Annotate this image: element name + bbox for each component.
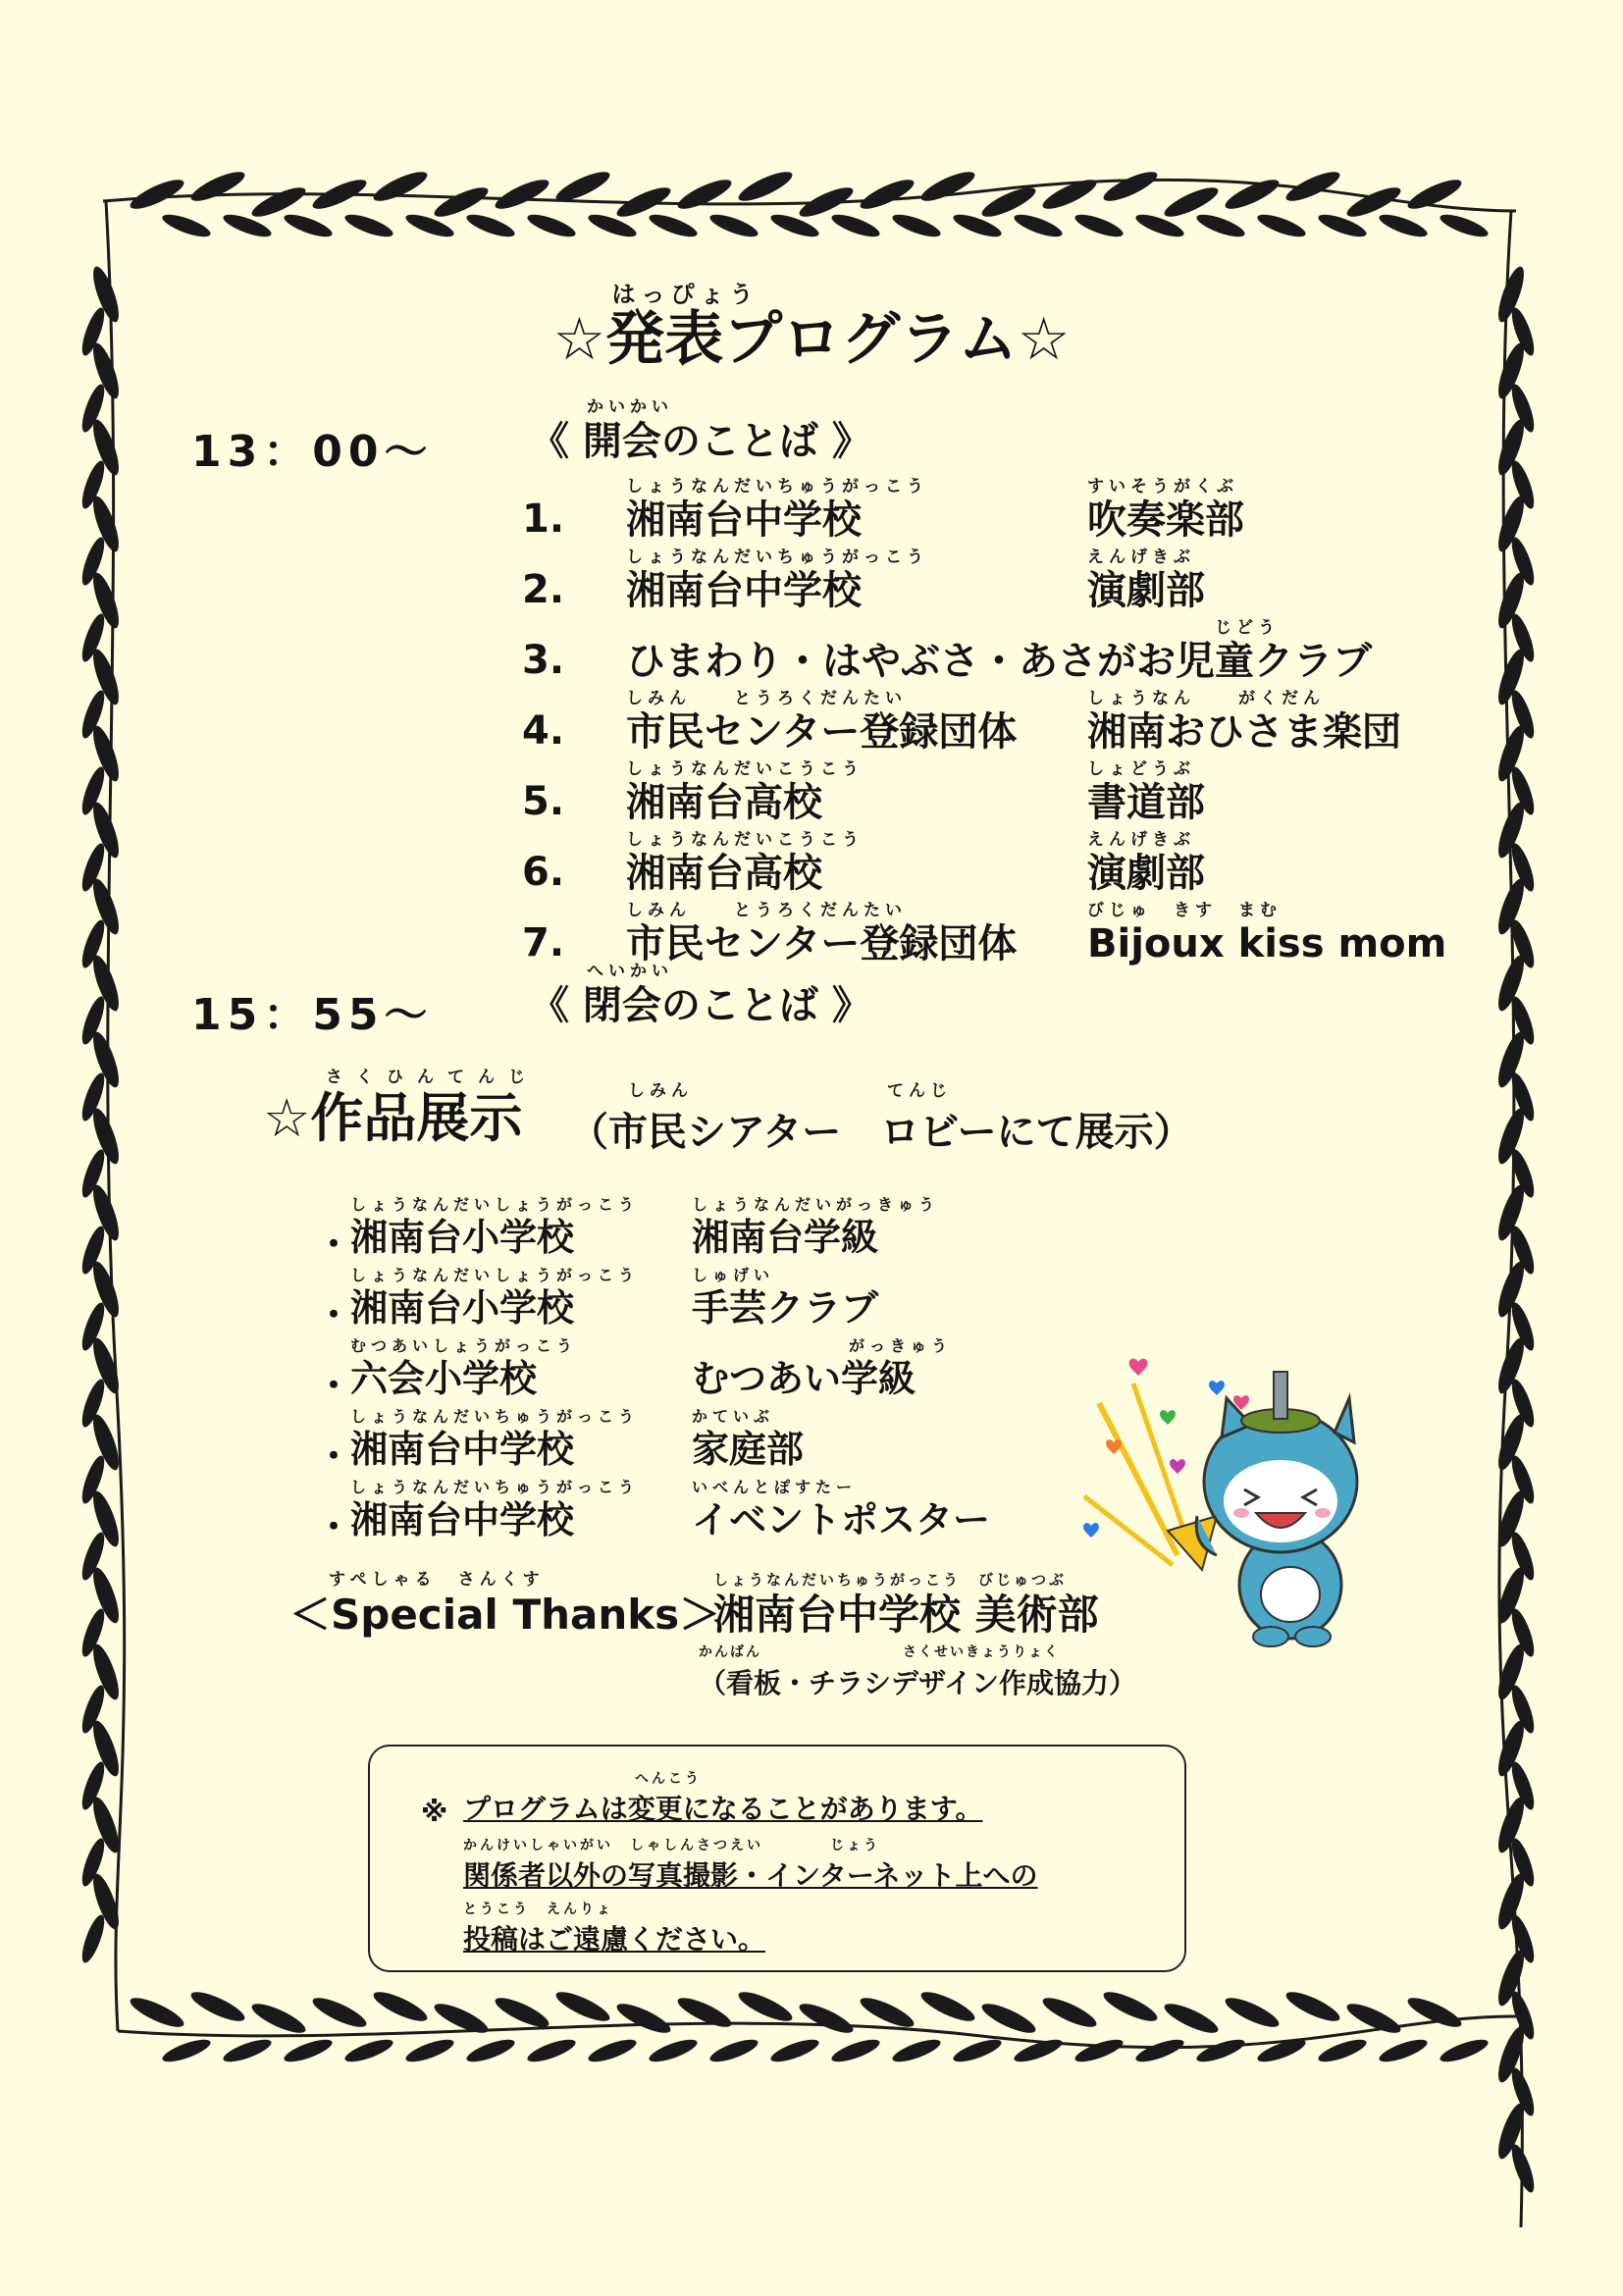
thanks-school-text: 湘南台中学校 美術部 bbox=[713, 1591, 1099, 1639]
item-group-ruby: しょどうぶ bbox=[1087, 759, 1195, 779]
exhibit-group-ruby: かていぶ bbox=[692, 1407, 775, 1426]
leaf-icon bbox=[829, 2035, 882, 2065]
leaf-icon bbox=[1133, 2035, 1186, 2065]
closing-ceremony bbox=[530, 962, 871, 1030]
exhibit-school bbox=[350, 1407, 639, 1472]
exhibit-group-ruby: しゅげい bbox=[692, 1266, 775, 1284]
item-group-ruby: びじゅ きす まむ bbox=[1087, 901, 1282, 920]
item-group bbox=[1087, 477, 1244, 544]
item-number: 7. bbox=[522, 920, 565, 965]
leaf-icon bbox=[1493, 1029, 1529, 1090]
leaf-icon bbox=[978, 1999, 1038, 2039]
exhibition-title-text: ☆作品展示 bbox=[263, 1087, 523, 1149]
leaf-icon bbox=[796, 1999, 856, 2039]
exhibit-bullet: ・ bbox=[316, 1436, 352, 1477]
exhibit-school-ruby: しょうなんだいしょうがっこう bbox=[350, 1195, 640, 1214]
opening-ceremony bbox=[530, 397, 871, 466]
exhibit-group-ruby: がっきゅう bbox=[849, 1336, 953, 1355]
item-group: 吹奏楽部 bbox=[1087, 497, 1244, 543]
item-org-ruby: しょうなんだいこうこう bbox=[626, 759, 864, 779]
item-organization bbox=[626, 548, 928, 614]
leaf-icon bbox=[1438, 2035, 1491, 2065]
leaf-icon bbox=[160, 2035, 213, 2065]
leaf-icon bbox=[857, 175, 916, 215]
item-number: 6. bbox=[522, 850, 565, 895]
item-organization bbox=[626, 689, 1017, 756]
leaf-icon bbox=[282, 2035, 335, 2065]
item-organization bbox=[626, 477, 928, 544]
leaf-icon bbox=[1493, 2024, 1529, 2085]
item-group: 書道部 bbox=[1087, 780, 1205, 825]
item-number: 1. bbox=[522, 496, 565, 542]
thanks-label-ruby: すぺしゃる さんくす bbox=[329, 1570, 545, 1590]
leaf-icon bbox=[1039, 1993, 1099, 2033]
leaf-icon bbox=[1493, 1106, 1529, 1167]
leaf-icon bbox=[127, 175, 186, 215]
item-group bbox=[1087, 548, 1205, 614]
item-org: ひまわり・はやぶさ・あさがお児童クラブ bbox=[626, 639, 1372, 684]
leaf-icon bbox=[1161, 1999, 1221, 2039]
leaf-icon bbox=[647, 210, 700, 240]
leaf-icon bbox=[221, 2035, 274, 2065]
item-group bbox=[1087, 830, 1205, 897]
exhibit-group-name: イベントポスター bbox=[692, 1498, 991, 1541]
item-org: 市民センター登録団体 bbox=[626, 709, 1018, 755]
leaf-icon bbox=[674, 175, 734, 215]
leaf-icon bbox=[1493, 1718, 1529, 1779]
exhibit-school bbox=[350, 1266, 639, 1331]
leaf-icon bbox=[464, 210, 517, 240]
exhibit-school-name: 湘南台中学校 bbox=[350, 1498, 575, 1541]
item-group: 演劇部 bbox=[1087, 568, 1205, 613]
item-org: 市民センター登録団体 bbox=[626, 921, 1018, 966]
notice-mark: ※ bbox=[421, 1796, 448, 1828]
item-org-ruby: じどう bbox=[1215, 618, 1280, 638]
exhibit-group-name: 湘南台学級 bbox=[692, 1216, 879, 1259]
leaf-icon bbox=[309, 1993, 369, 2033]
notice-line-2 bbox=[463, 1835, 1037, 1894]
leaf-icon bbox=[187, 167, 247, 207]
item-org-ruby: しょうなんだいこうこう bbox=[626, 830, 864, 850]
exhibit-school bbox=[350, 1478, 639, 1542]
program-title bbox=[0, 281, 1623, 375]
exhibit-group-ruby: しょうなんだいがっきゅう bbox=[692, 1195, 940, 1214]
leaf-icon bbox=[735, 167, 795, 207]
item-group: 湘南おひさま楽団 bbox=[1087, 709, 1401, 755]
leaf-icon bbox=[917, 167, 977, 207]
close-text: 《 閉会のことば 》 bbox=[530, 983, 871, 1028]
leaf-icon bbox=[78, 1912, 108, 1965]
leaf-icon bbox=[1493, 1335, 1529, 1396]
leaf-icon bbox=[187, 1987, 247, 2027]
notice-box bbox=[368, 1745, 1186, 1972]
leaf-icon bbox=[1039, 175, 1099, 215]
notice-ruby-1: へんこう bbox=[635, 1771, 702, 1787]
exhibit-school-name: 湘南台中学校 bbox=[350, 1428, 575, 1471]
leaf-icon bbox=[707, 210, 760, 240]
leaf-icon bbox=[1493, 723, 1529, 784]
exhibit-bullet: ・ bbox=[316, 1225, 352, 1265]
thanks-credit-ruby: かんばん さくせいきょうりょく bbox=[699, 1644, 1060, 1660]
exhibit-school bbox=[350, 1336, 577, 1401]
leaf-icon bbox=[342, 210, 395, 240]
close-time: 15：55～ bbox=[191, 990, 434, 1040]
leaf-icon bbox=[1100, 1987, 1160, 2027]
item-org-ruby: しみん とうろくだんたい bbox=[626, 901, 907, 920]
item-number: 5. bbox=[522, 779, 565, 824]
leaf-icon bbox=[1316, 2035, 1369, 2065]
leaf-icon bbox=[160, 210, 213, 240]
leaf-icon bbox=[1493, 647, 1529, 707]
leaf-icon bbox=[1438, 210, 1491, 240]
notice-line-3 bbox=[463, 1899, 765, 1957]
leaf-icon bbox=[586, 2035, 639, 2065]
leaf-icon bbox=[127, 1993, 186, 2033]
thanks-credit bbox=[699, 1643, 1136, 1701]
exhibit-school-name: 六会小学校 bbox=[350, 1357, 538, 1400]
item-group bbox=[1087, 901, 1446, 967]
exhibit-group bbox=[692, 1407, 804, 1472]
leaf-icon bbox=[890, 2035, 943, 2065]
notice-text-3: 投稿はご遠慮ください。 bbox=[463, 1923, 766, 1956]
item-group-ruby: えんげきぶ bbox=[1087, 830, 1195, 850]
exhibition-location bbox=[569, 1081, 1193, 1157]
leaf-icon bbox=[1377, 2035, 1430, 2065]
leaf-icon bbox=[1493, 1948, 1529, 2009]
exhibit-school-ruby: しょうなんだいしょうがっこう bbox=[350, 1266, 640, 1284]
item-number: 3. bbox=[522, 638, 565, 683]
open-ruby: かいかい bbox=[587, 397, 673, 417]
leaf-icon bbox=[1222, 1993, 1282, 2033]
exhibit-bullet: ・ bbox=[316, 1507, 352, 1547]
thanks-school-ruby: しょうなんだいちゅうがっこう びじゅつぶ bbox=[713, 1571, 1068, 1589]
item-group bbox=[1087, 759, 1205, 826]
leaf-icon bbox=[768, 2035, 821, 2065]
notice-line-1 bbox=[463, 1768, 982, 1827]
leaf-icon bbox=[917, 1987, 977, 2027]
leaf-icon bbox=[282, 210, 335, 240]
exhibit-group bbox=[692, 1478, 990, 1542]
leaf-icon bbox=[1073, 210, 1126, 240]
leaf-icon bbox=[1194, 210, 1247, 240]
item-group: Bijoux kiss mom bbox=[1087, 921, 1447, 966]
item-org-ruby: しょうなんだいちゅうがっこう bbox=[626, 548, 928, 567]
exhibit-group-name: 家庭部 bbox=[692, 1428, 805, 1471]
leaf-icon bbox=[248, 1999, 308, 2039]
mascot-illustration bbox=[1079, 1344, 1364, 1648]
item-org: 湘南台高校 bbox=[626, 851, 822, 896]
thanks-label bbox=[289, 1570, 720, 1641]
leaf-icon bbox=[403, 2035, 456, 2065]
open-text: 《 開会のことば 》 bbox=[530, 419, 871, 464]
thanks-credit-text: （看板・チラシデザイン作成協力） bbox=[699, 1667, 1137, 1699]
thanks-school bbox=[713, 1570, 1099, 1641]
leaf-icon bbox=[735, 1987, 795, 2027]
leaf-icon bbox=[1377, 210, 1430, 240]
leaf-icon bbox=[1493, 494, 1529, 554]
leaf-icon bbox=[647, 2035, 700, 2065]
leaf-icon bbox=[1255, 210, 1308, 240]
item-org-ruby: しみん とうろくだんたい bbox=[626, 689, 907, 708]
item-group: 演劇部 bbox=[1087, 851, 1205, 896]
exhibit-school bbox=[350, 1195, 639, 1260]
mascot-body bbox=[1196, 1372, 1357, 1646]
title-text: ☆発表プログラム☆ bbox=[552, 305, 1071, 374]
leaf-icon bbox=[674, 1993, 734, 2033]
item-group bbox=[1087, 689, 1401, 756]
exhibition-sub: （市民シアター ロビーにて展示） bbox=[569, 1110, 1193, 1155]
leaf-icon bbox=[829, 210, 882, 240]
leaf-icon bbox=[464, 2035, 517, 2065]
exhibition-title bbox=[263, 1068, 539, 1150]
leaf-icon bbox=[613, 1999, 673, 2039]
notice-ruby-2: かんけいしゃいがい しゃしんさつえい じょう bbox=[463, 1838, 880, 1853]
leaf-icon bbox=[1012, 210, 1065, 240]
leaf-icon bbox=[1493, 570, 1529, 631]
item-org-ruby: しょうなんだいちゅうがっこう bbox=[626, 477, 928, 496]
close-ruby: へいかい bbox=[587, 962, 673, 981]
leaf-icon bbox=[525, 210, 578, 240]
item-org: 湘南台中学校 bbox=[626, 568, 862, 613]
exhibit-school-name: 湘南台小学校 bbox=[350, 1216, 575, 1259]
leaf-icon bbox=[1493, 417, 1529, 478]
notice-text-1: プログラムは変更になることがあります。 bbox=[463, 1793, 983, 1825]
leaf-icon bbox=[525, 2035, 578, 2065]
thanks-label-text: ＜Special Thanks＞ bbox=[289, 1591, 721, 1639]
notice-text-2: 関係者以外の写真撮影・インターネット上への bbox=[463, 1859, 1038, 1892]
item-organization bbox=[626, 830, 864, 897]
exhibit-school-ruby: しょうなんだいちゅうがっこう bbox=[350, 1478, 640, 1496]
leaf-icon bbox=[370, 167, 430, 207]
exhibit-group-name: むつあい学級 bbox=[692, 1357, 916, 1400]
leaf-icon bbox=[707, 2035, 760, 2065]
leaf-icon bbox=[1194, 2035, 1247, 2065]
item-group-ruby: すいそうがくぶ bbox=[1087, 477, 1238, 496]
leaf-icon bbox=[1255, 2035, 1308, 2065]
item-number: 4. bbox=[522, 708, 565, 754]
leaf-icon bbox=[1283, 1987, 1342, 2027]
item-group-ruby: えんげきぶ bbox=[1087, 548, 1195, 567]
leaf-icon bbox=[552, 1987, 612, 2027]
leaf-icon bbox=[492, 175, 551, 215]
exhibit-bullet: ・ bbox=[316, 1366, 352, 1406]
item-number: 2. bbox=[522, 567, 565, 612]
exhibit-school-ruby: むつあいしょうがっこう bbox=[350, 1336, 578, 1355]
exhibit-group bbox=[692, 1266, 878, 1331]
item-org: 湘南台高校 bbox=[626, 780, 822, 825]
title-ruby: はっぴょう bbox=[611, 281, 759, 308]
item-organization bbox=[626, 759, 864, 826]
leaf-icon bbox=[342, 2035, 395, 2065]
leaf-icon bbox=[1404, 1993, 1464, 2033]
exhibit-school-name: 湘南台小学校 bbox=[350, 1286, 575, 1330]
item-organization bbox=[626, 618, 1372, 685]
leaf-icon bbox=[492, 1993, 551, 2033]
open-time: 13：00～ bbox=[191, 427, 434, 477]
item-group-ruby: しょうなん がくだん bbox=[1087, 689, 1325, 708]
item-org: 湘南台中学校 bbox=[626, 497, 862, 543]
leaf-icon bbox=[890, 210, 943, 240]
exhibit-group-name: 手芸クラブ bbox=[692, 1286, 879, 1330]
exhibition-ruby: さくひんてんじ bbox=[326, 1068, 539, 1087]
leaf-icon bbox=[370, 1987, 430, 2027]
leaf-icon bbox=[1073, 2035, 1126, 2065]
leaf-icon bbox=[1493, 1412, 1529, 1473]
exhibit-bullet: ・ bbox=[316, 1295, 352, 1335]
leaf-icon bbox=[1100, 167, 1160, 207]
leaf-icon bbox=[951, 2035, 1004, 2065]
exhibit-group bbox=[692, 1195, 939, 1260]
exhibit-school-ruby: しょうなんだいちゅうがっこう bbox=[350, 1407, 640, 1426]
leaf-icon bbox=[1493, 1871, 1529, 1932]
notice-ruby-3: とうこう えんりょ bbox=[463, 1902, 613, 1917]
exhibit-group-ruby: いべんとぽすたー bbox=[692, 1478, 858, 1496]
exhibit-group bbox=[692, 1336, 952, 1401]
item-organization bbox=[626, 901, 1017, 967]
exhibition-sub-ruby: しみん てんじ bbox=[628, 1081, 952, 1101]
